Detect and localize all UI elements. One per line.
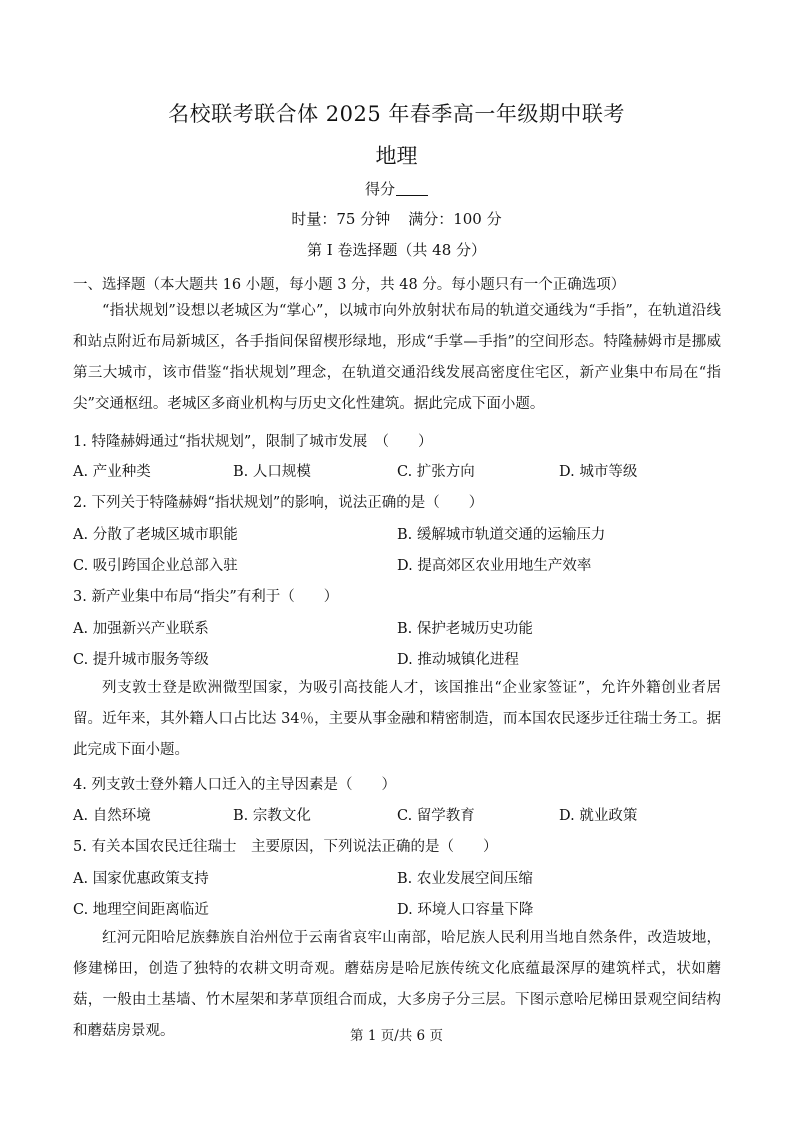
exam-title: 名校联考联合体 2025 年春季高一年级期中联考: [168, 102, 625, 126]
question-5-option-d: D. 环境人口容量下降: [397, 902, 534, 918]
question-2-option-b: B. 缓解城市轨道交通的运输压力: [397, 527, 606, 543]
question-5-option-a: A. 国家优惠政策支持: [73, 871, 209, 887]
score-label: 得分: [364, 180, 395, 198]
question-3-stem: 3. 新产业集中布局“指尖”有利于（ ）: [73, 589, 339, 605]
full-score-label: 满分：100 分: [408, 210, 502, 228]
question-3-option-c: C. 提升城市服务等级: [73, 652, 209, 668]
question-3-option-d: D. 推动城镇化进程: [397, 652, 519, 668]
page-footer: 第 1 页/共 6 页: [350, 1028, 443, 1044]
score-line: [0, 178, 793, 199]
question-5-stem: 5. 有关本国农民迁往瑞士 主要原因，下列说法正确的是（ ）: [73, 839, 498, 855]
question-2-option-c: C. 吸引跨国企业总部入驻: [73, 558, 238, 574]
question-3-option-b: B. 保护老城历史功能: [397, 621, 533, 637]
material-paragraph-3: 红河元阳哈尼族彝族自治州位于云南省哀牢山南部，哈尼族人民利用当地自然条件，改造坡地，修建梯田，创造了独特的农耕文明奇观。蘑菇房是哈尼族传统文化底蕴最深厚的建筑样式，状如蘑菇，一般由土基墙、竹木屋架和茅草顶组合而成，大多房子分三层。下图示意哈尼梯田景观空间结构和蘑菇房景观。: [73, 930, 721, 1039]
question-2-stem: 2. 下列关于特隆赫姆“指状规划”的影响，说法正确的是（ ）: [73, 495, 484, 511]
material-paragraph-2: 列支敦士登是欧洲微型国家，为吸引高技能人才，该国推出“企业家签证”，允许外籍创业者居留。近年来，其外籍人口占比达 34％，主要从事金融和精密制造，而本国农民逐步迁往瑞士务工。据此完成下面小题。: [73, 680, 721, 758]
question-4-option-c: C. 留学教育: [397, 808, 475, 824]
question-1-option-c: C. 扩张方向: [397, 464, 475, 480]
question-4-option-a: A. 自然环境: [73, 808, 151, 824]
question-4-option-b: B. 宗教文化: [233, 808, 311, 824]
question-1-stem: 1. 特隆赫姆通过“指状规划”，限制了城市发展 （ ）: [73, 434, 433, 450]
question-1-option-b: B. 人口规模: [233, 464, 311, 480]
question-2-option-a: A. 分散了老城区城市职能: [73, 527, 238, 543]
score-blank: [396, 181, 428, 196]
volume-heading: 第 I 卷选择题（共 48 分）: [306, 241, 487, 259]
question-4-option-d: D. 就业政策: [559, 808, 638, 824]
question-2-option-d: D. 提高郊区农业用地生产效率: [397, 558, 592, 574]
question-1-option-d: D. 城市等级: [559, 464, 638, 480]
question-5-option-b: B. 农业发展空间压缩: [397, 871, 533, 887]
time-label: 时量：75 分钟: [291, 210, 391, 228]
question-5-option-c: C. 地理空间距离临近: [73, 902, 209, 918]
question-1-option-a: A. 产业种类: [73, 464, 151, 480]
material-paragraph-1: “指状规划”设想以老城区为“掌心”，以城市向外放射状布局的轨道交通线为“手指”，在轨道沿线和站点附近布局新城区，各手指间保留楔形绿地，形成“手掌—手指”的空间形态。特隆赫姆市是挪威第三大城市，该市借鉴“指状规划”理念，在轨道交通沿线发展高密度住宅区，新产业集中布局在“指尖”交通枢纽。老城区多商业机构与历史文化性建筑。据此完成下面小题。: [73, 303, 721, 412]
subject-title: 地理: [375, 144, 418, 168]
question-4-stem: 4. 列支敦士登外籍人口迁入的主导因素是（ ）: [73, 777, 396, 793]
question-3-option-a: A. 加强新兴产业联系: [73, 621, 209, 637]
section-heading: 一、选择题（本大题共 16 小题，每小题 3 分，共 48 分。每小题只有一个正确选项）: [73, 277, 626, 293]
time-line: [0, 208, 793, 229]
